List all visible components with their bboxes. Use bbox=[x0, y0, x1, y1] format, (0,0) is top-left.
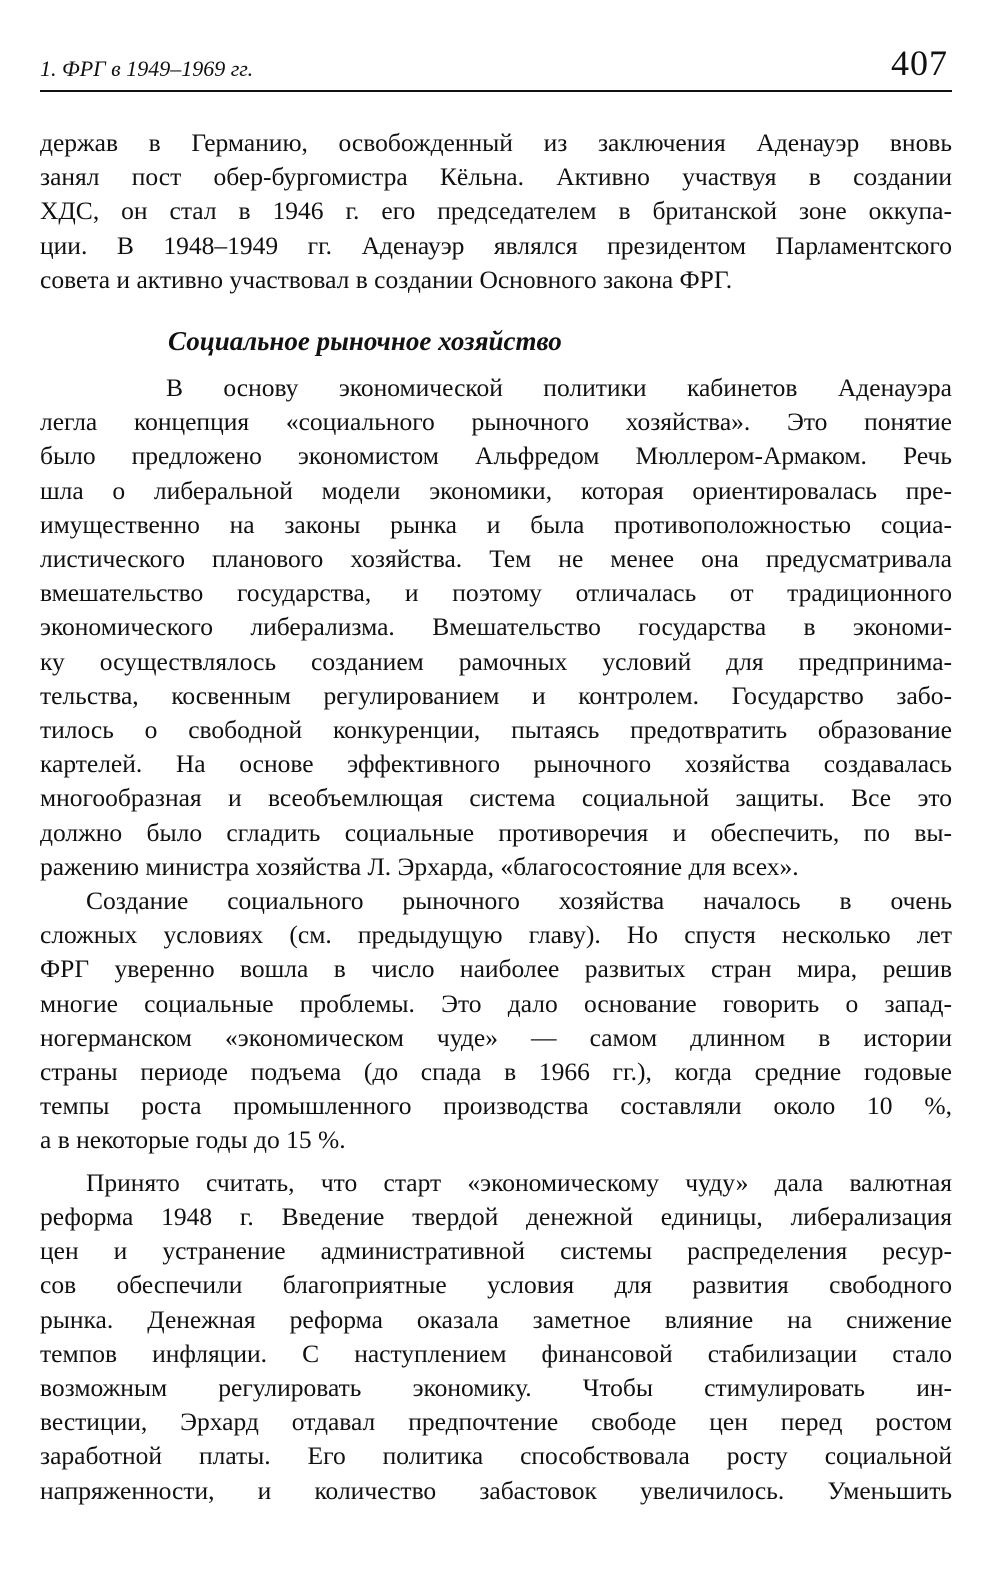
text-line: тилось о свободной конкуренции, пытаясь предотвратить образование bbox=[40, 715, 952, 745]
text-line: В основу экономической политики кабинетов Аденауэра bbox=[166, 373, 952, 403]
text-line: заработной платы. Его политика способствовала росту социальной bbox=[40, 1441, 952, 1471]
text-line: ражению министра хозяйства Л. Эрхарда, «благосостояние для всех». bbox=[40, 851, 799, 881]
text-line: легла концепция «социального рыночного хозяйства». Это понятие bbox=[40, 407, 952, 437]
text-line: ции. В 1948–1949 гг. Аденауэр являлся президентом Парламентского bbox=[40, 230, 952, 260]
text-line: держав в Германию, освобожденный из заключения Аденауэр вновь bbox=[40, 128, 952, 157]
text-line: шла о либеральной модели экономики, которая ориентировалась пре- bbox=[40, 475, 952, 505]
text-line: возможным регулировать экономику. Чтобы стимулировать ин- bbox=[40, 1372, 952, 1402]
text-line: совета и активно участвовал в создании Основного закона ФРГ. bbox=[40, 264, 733, 294]
text-line: многие социальные проблемы. Это дало основание говорить о запад- bbox=[40, 988, 952, 1018]
text-line: многообразная и всеобъемлющая система социальной защиты. Все это bbox=[40, 783, 952, 813]
text-line: было предложено экономистом Альфредом Мюллером-Армаком. Речь bbox=[40, 441, 952, 471]
paragraph-gap bbox=[40, 1158, 952, 1166]
text-line: вестиции, Эрхард отдавал предпочтение свободе цен перед ростом bbox=[40, 1407, 952, 1437]
text-line: а в некоторые годы до 15 %. bbox=[40, 1125, 346, 1155]
text-line: напряженности, и количество забастовок увеличилось. Уменьшить bbox=[40, 1475, 952, 1505]
text-line: сов обеспечили благоприятные условия для развития свободного bbox=[40, 1270, 952, 1300]
book-page bbox=[40, 43, 952, 1508]
page-number: 407 bbox=[891, 43, 948, 83]
running-title: 1. ФРГ в 1949–1969 гг. bbox=[40, 56, 254, 81]
text-line: вмешательство государства, и поэтому отличалась от традиционного bbox=[40, 578, 952, 608]
text-line: рынка. Денежная реформа оказала заметное влияние на снижение bbox=[40, 1304, 952, 1334]
text-line: Создание социального рыночного хозяйства началось в очень bbox=[86, 886, 952, 916]
text-line: должно было сгладить социальные противоречия и обеспечить, по вы- bbox=[40, 817, 952, 847]
paragraph-3 bbox=[40, 884, 952, 1158]
text-line: экономического либерализма. Вмешательство государства в экономи- bbox=[40, 612, 952, 642]
text-line: картелей. На основе эффективного рыночного хозяйства создавалась bbox=[40, 749, 952, 779]
text-line: реформа 1948 г. Введение твердой денежной единицы, либерализация bbox=[40, 1201, 952, 1231]
text-line: ХДС, он стал в 1946 г. его председателем в британской зоне оккупа- bbox=[40, 196, 952, 226]
text-line: ногерманском «экономическом чуде» — самом длинном в истории bbox=[40, 1022, 952, 1052]
text-line: занял пост обер-бургомистра Кёльна. Активно участвуя в создании bbox=[40, 162, 952, 192]
paragraph-1 bbox=[40, 126, 952, 297]
text-line: тельства, косвенным регулированием и контролем. Государство забо- bbox=[40, 680, 952, 710]
text-line: цен и устранение административной системы распределения ресур- bbox=[40, 1236, 952, 1266]
text-line: темпов инфляции. С наступлением финансовой стабилизации стало bbox=[40, 1338, 952, 1368]
section-heading: Социальное рыночное хозяйство bbox=[168, 326, 562, 357]
body-text bbox=[40, 126, 952, 1508]
running-header bbox=[40, 43, 952, 92]
text-line: ФРГ уверенно вошла в число наиболее развитых стран мира, решив bbox=[40, 954, 952, 984]
text-line: страны периоде подъема (до спада в 1966 гг.), когда средние годовые bbox=[40, 1057, 952, 1087]
text-line: Принято считать, что старт «экономическому чуду» дала валютная bbox=[86, 1167, 952, 1197]
text-line: ку осуществлялось созданием рамочных условий для предпринима- bbox=[40, 646, 952, 676]
paragraph-4 bbox=[40, 1166, 952, 1508]
text-line: темпы роста промышленного производства составляли около 10 %, bbox=[40, 1091, 952, 1121]
paragraph-2 bbox=[40, 371, 952, 884]
text-line: листического планового хозяйства. Тем не менее она предусматривала bbox=[40, 544, 952, 574]
text-line: имущественно на законы рынка и была противоположностью социа- bbox=[40, 509, 952, 539]
text-line: сложных условиях (см. предыдущую главу). Но спустя несколько лет bbox=[40, 920, 952, 950]
